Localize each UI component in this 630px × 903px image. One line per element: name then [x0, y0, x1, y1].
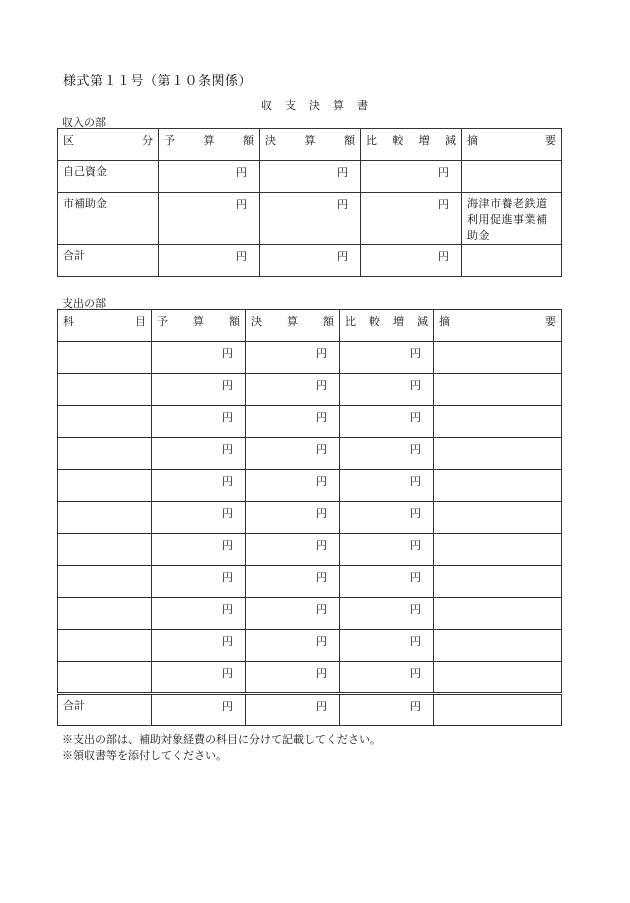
expense-budget-cell[interactable]: 円 [152, 406, 246, 438]
income-total-label: 合計 [58, 245, 159, 277]
expense-budget-cell[interactable]: 円 [152, 630, 246, 662]
income-remarks-cell[interactable]: 海津市養老鉄道利用促進事業補助金 [462, 193, 562, 245]
income-label: 自己資金 [58, 161, 159, 193]
income-header-difference: 比 較 増 減 [361, 129, 462, 161]
expense-row [58, 598, 562, 630]
expense-remarks-cell[interactable] [434, 406, 562, 438]
expense-item-cell[interactable] [58, 662, 152, 694]
income-header-category: 区 分 [58, 129, 159, 161]
income-difference-cell[interactable]: 円 [361, 193, 462, 245]
income-header-row [58, 129, 562, 161]
expense-difference-cell[interactable]: 円 [340, 438, 434, 470]
expense-header-budget: 予 算 額 [152, 310, 246, 342]
expense-settlement-cell[interactable]: 円 [246, 598, 340, 630]
income-total-budget[interactable]: 円 [159, 245, 260, 277]
expense-budget-cell[interactable]: 円 [152, 694, 246, 726]
income-settlement-cell[interactable]: 円 [260, 161, 361, 193]
expense-row [58, 374, 562, 406]
expense-remarks-cell[interactable] [434, 662, 562, 694]
expense-header-row [58, 310, 562, 342]
income-budget-cell[interactable]: 円 [159, 193, 260, 245]
income-header-budget: 予 算 額 [159, 129, 260, 161]
expense-budget-cell[interactable]: 円 [152, 374, 246, 406]
expense-item-cell[interactable] [58, 566, 152, 598]
expense-budget-cell[interactable]: 円 [152, 534, 246, 566]
expense-header-item: 科 目 [58, 310, 152, 342]
expense-difference-cell[interactable]: 円 [340, 694, 434, 726]
expense-row [58, 406, 562, 438]
income-row-city-subsidy [58, 193, 562, 245]
income-total-remarks[interactable] [462, 245, 562, 277]
expense-item-cell[interactable] [58, 502, 152, 534]
expense-budget-cell[interactable]: 円 [152, 662, 246, 694]
expense-header-difference: 比 較 増 減 [340, 310, 434, 342]
expense-header-settlement: 決 算 額 [246, 310, 340, 342]
expense-remarks-cell[interactable] [434, 374, 562, 406]
expense-row [58, 630, 562, 662]
expense-settlement-cell[interactable]: 円 [246, 534, 340, 566]
expense-remarks-cell[interactable] [434, 470, 562, 502]
expense-remarks-cell[interactable] [434, 502, 562, 534]
income-difference-cell[interactable]: 円 [361, 161, 462, 193]
expense-settlement-cell[interactable]: 円 [246, 566, 340, 598]
expense-settlement-cell[interactable]: 円 [246, 694, 340, 726]
notes [62, 732, 381, 764]
expense-settlement-cell[interactable]: 円 [246, 374, 340, 406]
expense-budget-cell[interactable]: 円 [152, 470, 246, 502]
expense-row [58, 470, 562, 502]
income-budget-cell[interactable]: 円 [159, 161, 260, 193]
expense-total-label: 合計 [58, 694, 152, 726]
income-remarks-cell[interactable] [462, 161, 562, 193]
expense-difference-cell[interactable]: 円 [340, 502, 434, 534]
expense-row-total [58, 694, 562, 726]
expense-item-cell[interactable] [58, 534, 152, 566]
income-row-own-funds [58, 161, 562, 193]
expense-remarks-cell[interactable] [434, 566, 562, 598]
expense-difference-cell[interactable]: 円 [340, 598, 434, 630]
expense-row [58, 534, 562, 566]
expense-item-cell[interactable] [58, 438, 152, 470]
expense-budget-cell[interactable]: 円 [152, 342, 246, 374]
expense-row [58, 662, 562, 694]
expense-remarks-cell[interactable] [434, 438, 562, 470]
expense-item-cell[interactable] [58, 598, 152, 630]
expense-item-cell[interactable] [58, 630, 152, 662]
expense-section-label: 支出の部 [62, 297, 106, 310]
expense-item-cell[interactable] [58, 470, 152, 502]
expense-difference-cell[interactable]: 円 [340, 342, 434, 374]
expense-item-cell[interactable] [58, 342, 152, 374]
expense-settlement-cell[interactable]: 円 [246, 502, 340, 534]
expense-budget-cell[interactable]: 円 [152, 566, 246, 598]
expense-table [57, 309, 562, 726]
expense-settlement-cell[interactable]: 円 [246, 630, 340, 662]
expense-row [58, 502, 562, 534]
expense-remarks-cell[interactable] [434, 534, 562, 566]
expense-difference-cell[interactable]: 円 [340, 566, 434, 598]
expense-remarks-cell[interactable] [434, 630, 562, 662]
note-line: ※領収書等を添付してください。 [62, 749, 227, 762]
expense-item-cell[interactable] [58, 406, 152, 438]
document-title: 収 支 決 算 書 [261, 99, 369, 112]
income-table [57, 128, 562, 277]
expense-difference-cell[interactable]: 円 [340, 470, 434, 502]
income-section-label: 収入の部 [62, 116, 106, 129]
expense-budget-cell[interactable]: 円 [152, 598, 246, 630]
expense-difference-cell[interactable]: 円 [340, 374, 434, 406]
expense-header-remarks: 摘 要 [434, 310, 562, 342]
income-header-settlement: 決 算 額 [260, 129, 361, 161]
expense-difference-cell[interactable]: 円 [340, 662, 434, 694]
expense-difference-cell[interactable]: 円 [340, 406, 434, 438]
income-row-total [58, 245, 562, 277]
income-settlement-cell[interactable]: 円 [260, 193, 361, 245]
form-number: 様式第１１号（第１０条関係） [63, 74, 253, 89]
expense-remarks-cell[interactable] [434, 342, 562, 374]
expense-budget-cell[interactable]: 円 [152, 438, 246, 470]
expense-item-cell[interactable] [58, 374, 152, 406]
expense-settlement-cell[interactable]: 円 [246, 470, 340, 502]
income-header-remarks: 摘 要 [462, 129, 562, 161]
income-total-settlement[interactable]: 円 [260, 245, 361, 277]
expense-difference-cell[interactable]: 円 [340, 630, 434, 662]
note-line: ※支出の部は、補助対象経費の科目に分けて記載してください。 [62, 733, 381, 746]
expense-row [58, 566, 562, 598]
expense-difference-cell[interactable]: 円 [340, 534, 434, 566]
expense-settlement-cell[interactable]: 円 [246, 406, 340, 438]
expense-settlement-cell[interactable]: 円 [246, 342, 340, 374]
expense-remarks-cell[interactable] [434, 694, 562, 726]
income-total-difference[interactable]: 円 [361, 245, 462, 277]
expense-row [58, 438, 562, 470]
expense-budget-cell[interactable]: 円 [152, 502, 246, 534]
expense-settlement-cell[interactable]: 円 [246, 662, 340, 694]
income-label: 市補助金 [58, 193, 159, 245]
expense-settlement-cell[interactable]: 円 [246, 438, 340, 470]
expense-row [58, 342, 562, 374]
expense-remarks-cell[interactable] [434, 598, 562, 630]
